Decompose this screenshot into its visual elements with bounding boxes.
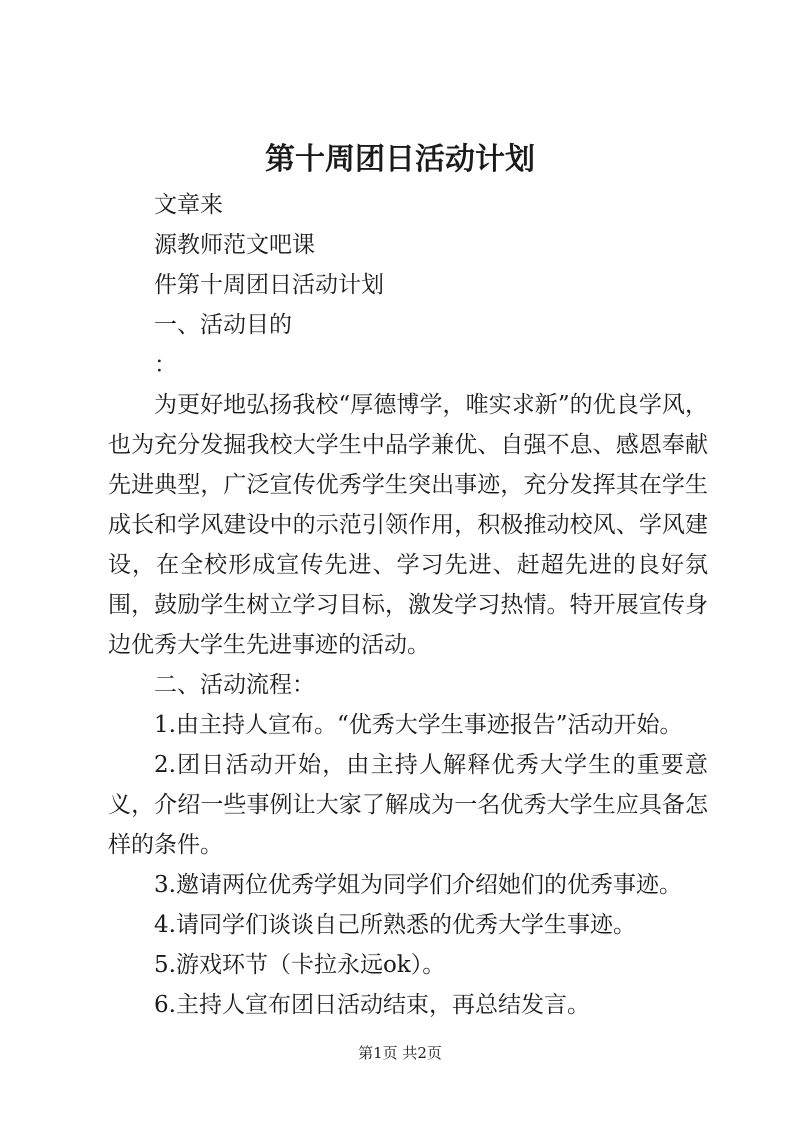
process-step-2: 2.团日活动开始，由主持人解释优秀大学生的重要意义，介绍一些事例让大家了解成为一名优秀大学生应具备怎样的条件。 (108, 752, 708, 858)
paragraph-3: 件第十周团日活动计划 (154, 272, 384, 298)
section-heading-process: 二、活动流程： (154, 672, 315, 698)
paragraph-2: 源教师范文吧课 (154, 232, 315, 258)
document-body (108, 185, 708, 1025)
process-step-1: 1.由主持人宣布。“优秀大学生事迹报告”活动开始。 (154, 712, 683, 738)
process-step-6: 6.主持人宣布团日活动结束，再总结发言。 (154, 992, 590, 1018)
process-step-4: 4.请同学们谈谈自己所熟悉的优秀大学生事迹。 (154, 912, 636, 938)
paragraph-1: 文章来 (154, 192, 223, 218)
process-step-5: 5.游戏环节（卡拉永远ok）。 (154, 952, 446, 978)
paragraph-colon: ： (154, 352, 177, 378)
page-title: 第十周团日活动计划 (265, 142, 535, 177)
page-number-footer: 第1页 共2页 (358, 1044, 442, 1062)
section-heading-purpose: 一、活动目的 (154, 312, 292, 338)
paragraph-purpose-body: 为更好地弘扬我校“厚德博学，唯实求新”的优良学风，也为充分发掘我校大学生中品学兼优、自强不息、感恩奉献先进典型，广泛宣传优秀学生突出事迹，充分发挥其在学生成长和学风建设中的示范引领作用，积极推动校风、学风建设，在全校形成宣传先进、学习先进、赶超先进的良好氛围，鼓励学生树立学习目标，激发学习热情。特开展宣传身边优秀大学生先进事迹的活动。 (108, 392, 708, 658)
process-step-3: 3.邀请两位优秀学姐为同学们介绍她们的优秀事迹。 (154, 872, 682, 898)
